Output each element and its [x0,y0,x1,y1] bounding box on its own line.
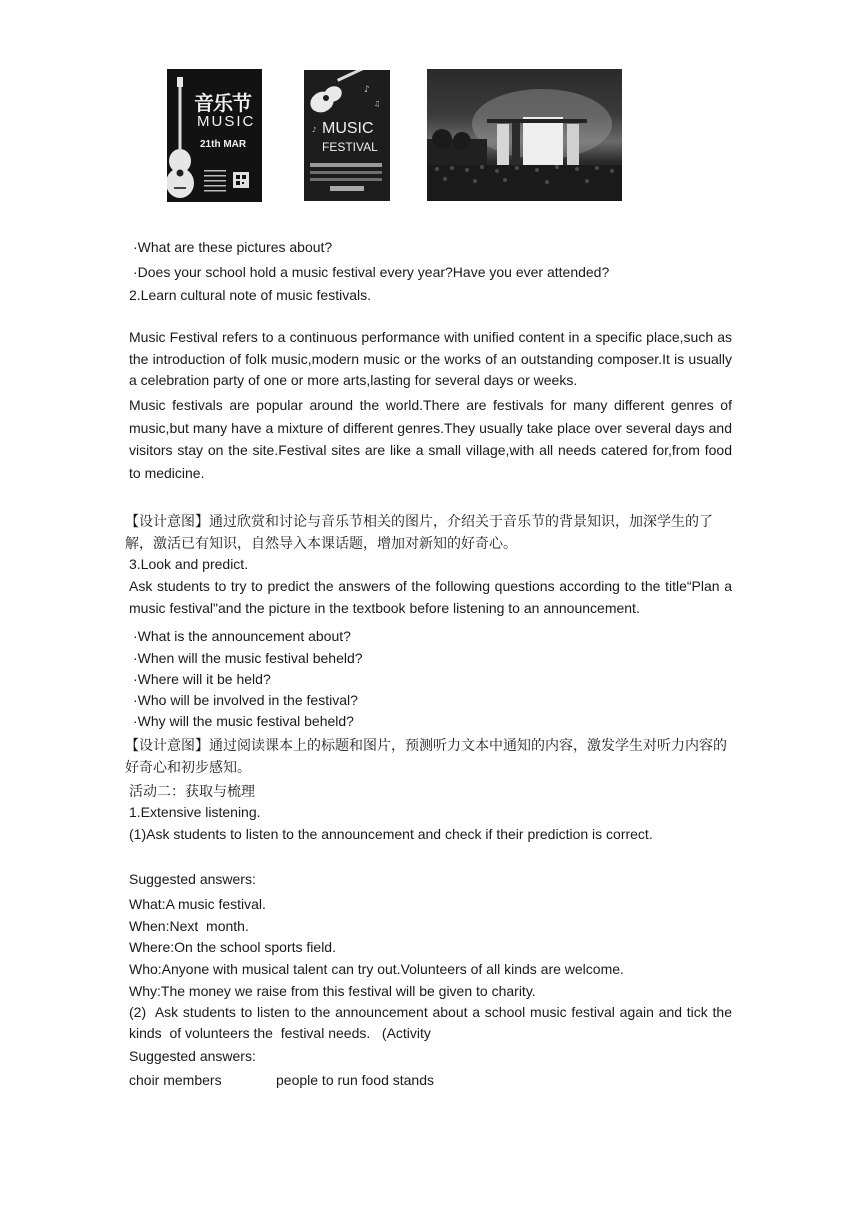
predict-question-4: ·Who will be involved in the festival? [133,692,358,708]
extensive-listening-heading: 1.Extensive listening. [129,804,261,820]
predict-question-1: ·What is the announcement about? [133,628,351,644]
answer-who: Who:Anyone with musical talent can try out.Volunteers of all kinds are welcome. [129,961,624,977]
svg-text:♪: ♪ [312,126,317,134]
predict-question-5: ·Why will the music festival beheld? [133,713,354,729]
suggested-answers-label-2: Suggested answers: [129,1048,256,1064]
design-intent-1: 【设计意图】通过欣赏和讨论与音乐节相关的图片，介绍关于音乐节的背景知识，加深学生的了解，激活已有知识，自然导入本课话题，增加对新知的好奇心。 [125,514,713,552]
activity2-heading: 活动二：获取与梳理 [129,784,255,800]
intro-question-2: ·Does your school hold a music festival every year?Have you ever attended? [133,264,610,280]
poster2-title-line2: FESTIVAL [322,140,378,154]
answer-what: What:A music festival. [129,896,266,912]
music-poster-image-1 [167,69,262,202]
volunteer-kind-2: people to run food stands [276,1072,435,1088]
answer-why: Why:The money we raise from this festival will be given to charity. [129,983,536,999]
cultural-note-paragraph-1: Music Festival refers to a continuous performance with unified content in a specific place,such as the introduction of folk music,modern music or the works of an outstanding composer.It is usually a celebration party of one or more arts,lasting for several days or weeks. [129,329,732,388]
poster2-title-line1: MUSIC [322,120,374,137]
suggested-answers-label-1: Suggested answers: [129,871,256,887]
answer-when: When:Next month. [129,918,249,934]
cultural-note-paragraph-2: Music festivals are popular around the world.There are festivals for many different genres of music,but many have a mixture of different genres.They usually take place over several days and visitors stay on the site.Festival sites are like a small village,with all needs catered for,from food to medicine. [129,397,732,481]
step2-heading: 2.Learn cultural note of music festivals. [129,287,372,303]
poster-title-en: MUSIC [197,113,256,130]
step3-heading: 3.Look and predict. [129,556,249,572]
task-2: (2) Ask students to listen to the announcement about a school music festival again and tick the kinds of volunteers the festival needs. (Activity [129,1004,736,1041]
task-1: (1)Ask students to listen to the announcement and check if their prediction is correct. [129,826,653,842]
predict-question-3: ·Where will it be held? [133,671,271,687]
answer-where: Where:On the school sports field. [129,939,336,955]
volunteer-kind-1: choir members [129,1072,222,1088]
design-intent-2: 【设计意图】通过阅读课本上的标题和图片，预测听力文本中通知的内容，激发学生对听力内容的好奇心和初步感知。 [125,738,727,776]
step3-instruction: Ask students to try to predict the answers of the following questions according to the title“Plan a music festival"and the picture in the textbook before listening to an announcement. [129,578,732,616]
music-poster-image-2 [304,70,390,201]
intro-question-1: ·What are these pictures about? [133,239,333,255]
svg-text:♪: ♪ [364,85,370,95]
poster-title-zh: 音乐节 [194,91,251,115]
svg-text:♫: ♫ [374,100,381,108]
concert-stage-photo [427,69,622,201]
poster-date: 21th MAR [200,139,247,150]
predict-question-2: ·When will the music festival beheld? [133,650,363,666]
